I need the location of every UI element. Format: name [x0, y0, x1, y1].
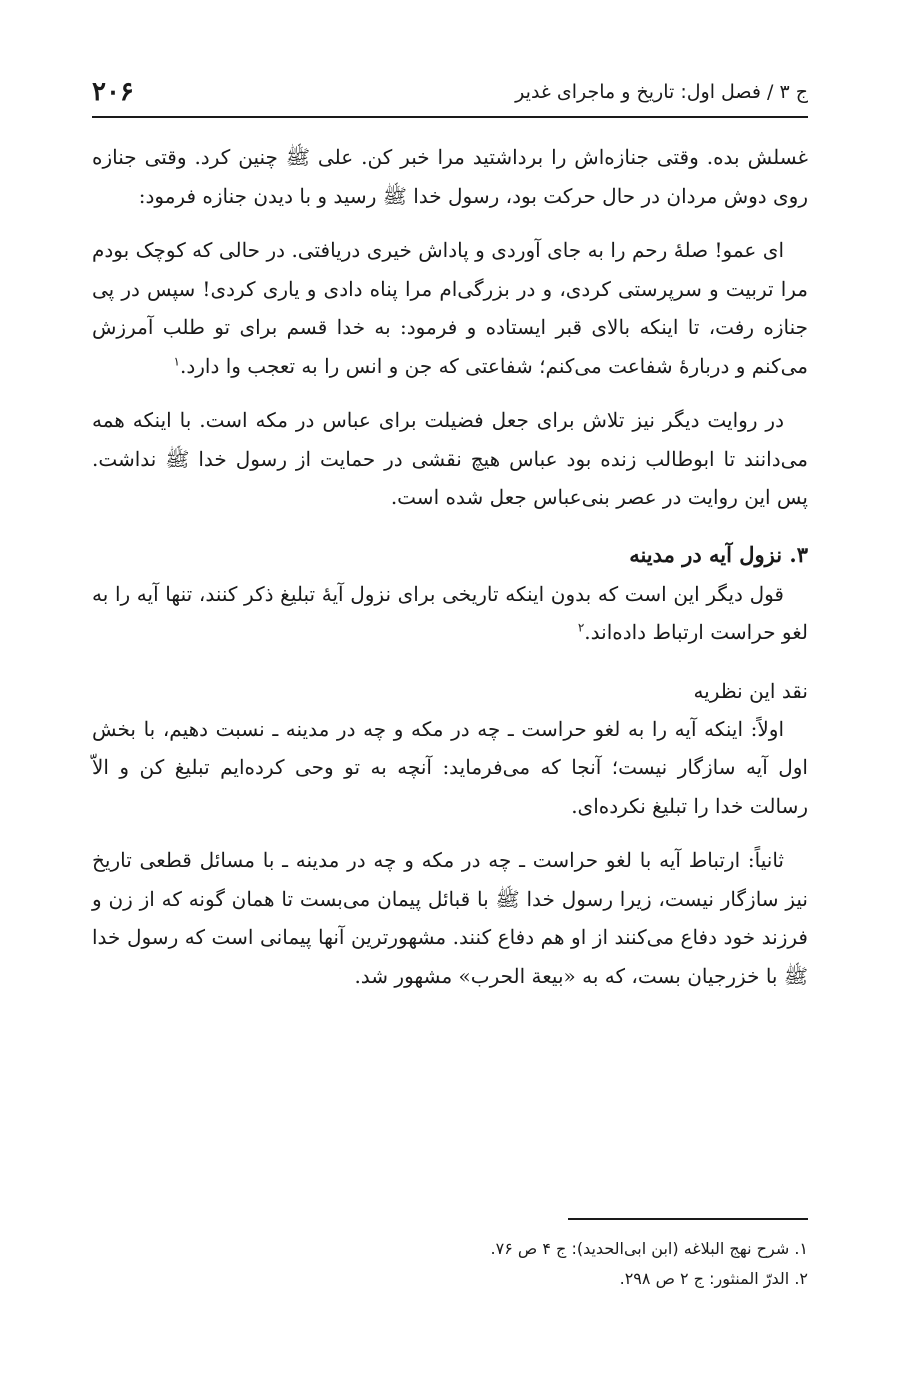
page-header	[92, 68, 808, 118]
abbas-paragraph: در روایت دیگر نیز تلاش برای جعل فضیلت برای عباس در مکه است. با اینکه همه می‌دانند تا ابوطالب زنده بود عباس هیچ نقشی در حمایت از رسول خدا ﷺ نداشت. پس این روایت در عصر بنی‌عباس جعل شده است.	[92, 408, 808, 509]
footnote-divider	[568, 1218, 808, 1220]
first-point-paragraph: اولاً: اینکه آیه را به لغو حراست ـ چه در مکه و چه در مدینه ـ نسبت دهیم، با بخش اول آیه سازگار نیست؛ آنجا که می‌فرماید: آنچه به تو وحی کرده‌ایم تبلیغ کن و الاّ رسالت خدا را تبلیغ نکرده‌ای.	[92, 716, 808, 818]
page-number: ۲۰۶	[92, 77, 134, 107]
quote-paragraph	[92, 231, 808, 385]
section-heading: ۳. نزول آیه در مدینه	[629, 541, 808, 567]
medina-text: قول دیگر این است که بدون اینکه تاریخی برای نزول آیهٔ تبلیغ ذکر کنند، تنها آیه را به لغو حراست ارتباط داده‌اند.	[92, 581, 808, 644]
footnote-2: ۲. الدرّ المنثور: ج ۲ ص ۲۹۸.	[619, 1269, 808, 1288]
footnote-1: ۱. شرح نهج البلاغه (ابن ابی‌الحدید): ج ۴ ص ۷۶.	[490, 1239, 808, 1258]
footnotes	[92, 1234, 808, 1294]
critique-heading: نقد این نظریه	[693, 678, 808, 703]
page-body	[92, 138, 808, 995]
footnote-mark-1: ۱	[173, 353, 180, 368]
running-title: ج ۳ / فصل اول: تاریخ و ماجرای غدیر	[515, 81, 808, 103]
second-point-paragraph: ثانیاً: ارتباط آیه با لغو حراست ـ چه در مکه و چه در مدینه ـ با مسائل قطعی تاریخ نیز سازگار نیست، زیرا رسول خدا ﷺ با قبائل پیمان می‌بست تا همان گونه که از زن و فرزند خود دفاع می‌کنند از او هم دفاع کنند. مشهورترین آنها پیمانی است که رسول خدا ﷺ با خزرجیان بست، که به «بیعة الحرب» مشهور شد.	[92, 848, 808, 988]
medina-paragraph	[92, 575, 808, 652]
quote-text: ای عمو! صلهٔ رحم را به جای آوردی و پاداش خیری دریافتی. در حالی که کوچک بودم مرا تربیت و سرپرستی کردی، و در بزرگی‌ام مرا پناه دادی و یاری کردی! سپس در پی جنازه رفت، تا اینکه بالای قبر ایستاده و فرمود: به خدا قسم برای تو طلب آمرزش می‌کنم و دربارهٔ شفاعت می‌کنم؛ شفاعتی که جن و انس را به تعجب وا دارد.	[92, 238, 808, 378]
footnote-mark-2: ۲	[577, 620, 585, 635]
intro-paragraph: غسلش بده. وقتی جنازه‌اش را برداشتید مرا خبر کن. علی ﷺ چنین کرد. وقتی جنازه روی دوش مردان در حال حرکت بود، رسول خدا ﷺ رسید و با دیدن جنازه فرمود:	[92, 145, 808, 208]
